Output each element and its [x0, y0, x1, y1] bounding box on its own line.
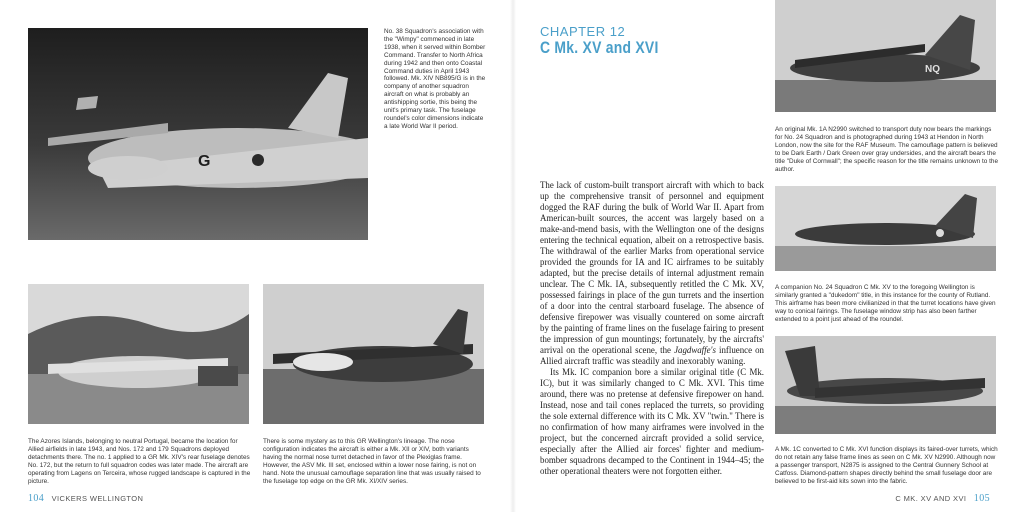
chapter-body-text: [540, 180, 764, 477]
aircraft-code-marking: NQ: [925, 64, 940, 75]
italic-jagdwaffe: Jagdwaffe's: [674, 345, 716, 355]
running-head-left: VICKERS WELLINGTON: [51, 494, 144, 503]
body-paragraph-2: Its Mk. IC companion bore a similar original title (C Mk. IC), but it was similarly changed to C Mk. XVI. This time around, there was no pretense at defensive firepower on hand. Instead, nose and tail cones replaced the turrets, so providing the sole external difference with its C Mk. XV "twin." There is no confirmation of how many airframes were involved in the project, but the concerned aircraft provided a solid service, especially after the Allied air forces' fighter and medium-bomber squadrons decamped to the Continent in 1944–45; the other operational theaters were not forgotten either.: [540, 367, 764, 476]
photo-mk1c-c-mk-xvi: [775, 336, 996, 434]
page-gutter: [510, 0, 516, 512]
photo-wellington-no38-squadron: [28, 28, 368, 240]
caption-no38-squadron: No. 38 Squadron's association with the "Wimpy" commenced in late 1938, when it served within Bomber Command. Transfer to North Africa during 1942 and then onto Coastal Command duties in April 1943 followed. Mk. XIV NB895/G is in the company of another squadron aircraft on what is probably an antishipping sortie, this being the unit's primary task. The fuselage roundel's color dimensions indicate a late World War II period.: [384, 28, 486, 130]
page-number-right: 105: [973, 493, 990, 504]
caption-gr-mystery: There is some mystery as to this GR Wellington's lineage. The nose configuration indicates the aircraft is either a Mk. XII or XIV, both variants having the normal nose turret detached in favor of the Plexiglas frame. However, the ASV Mk. III set, enclosed within a lower nose fairing, is not on hand. Note the unusual camouflage separation line that was usually raised to the fuselage top edge on the GR Mk. XI/XIV series.: [263, 438, 481, 485]
caption-mk1c: A Mk. 1C converted to C Mk. XVI function displays its faired-over turrets, which do not retain any false frame lines as seen on C Mk. XV N2990. Although now a passenger transport, N2875 is assigned to the Central Gunnery School at Catfoss. Diamond-pattern shapes directly behind the small fuselage door are believed to be first-aid kits sown into the fabric.: [775, 446, 998, 485]
page-number-left: 104: [28, 493, 45, 504]
photo-gr-wellington-mystery: [263, 284, 484, 424]
running-head-right: C MK. XV AND XVI: [895, 494, 967, 503]
caption-azores: The Azores Islands, belonging to neutral Portugal, became the location for Allied airfields in late 1943, and Nos. 172 and 179 Squadrons deployed detachments there. The no. 1 applied to a GR Mk. XIV's rear fuselage denotes No. 172, but the return to full squadron codes was later made. The aircraft are operating from Lagens on Terceira, whose rugged landscape is captured in the picture.: [28, 438, 251, 485]
chapter-label: CHAPTER 12: [540, 24, 626, 39]
aircraft-code-marking: G: [198, 153, 211, 170]
caption-rutland: A companion No. 24 Squadron C Mk. XV to the foregoing Wellington is similarly granted a "dukedom" title, in this instance for the county of Rutland. This airframe has been more civilianized in that the turret locations have given way to conical fairings. The fuselage window strip has also been farther extended to a point just ahead of the roundel.: [775, 284, 996, 323]
caption-n2990: An original Mk. 1A N2990 switched to transport duty now bears the markings for No. 24 Squadron and is photographed during 1943 at Hendon in North London, now the site for the RAF Museum. The camouflage pattern is believed to be Dark Earth / Dark Green over gray undersides, and the aircraft bears the title "Duke of Cornwall"; the specific reason for the title remains unknown to the author.: [775, 126, 998, 173]
photo-n2990-hendon: [775, 0, 996, 112]
right-page-folio: [895, 493, 990, 504]
photo-rutland-c-mk-xv: [775, 186, 996, 271]
body-paragraph-1: The lack of custom-built transport aircraft with which to back up the comprehensive transit of personnel and equipment dogged the RAF during the bulk of World War II. Apart from American-built sources, the accent was largely based on a make-and-mend basis, with the Wellington one of the designs entering the technical equation, albeit on a retrospective basis. The withdrawal of the earlier Marks from operational service provided the grounds for IA and IC airframes to be suitably adapted, but the precise details of internal adjustment remain unclear. The C Mk. IA, subsequently retitled the C Mk. XV, possessed fairings in place of the gun turrets and the insertion of a door into the central starboard fuselage. The absence of defensive firepower was visually countered on some aircraft by the painting of frame lines on the fuselage fairing to present the impression of gun mountings; fortunately, by the aircrafts' arrival on the operational scene, the Jagdwaffe's influence on Allied aircraft traffic was steadily and inexorably waning.: [540, 180, 764, 366]
left-page-folio: [28, 493, 143, 504]
chapter-title: C Mk. XV and XVI: [540, 38, 659, 57]
photo-azores-airfield: [28, 284, 249, 424]
